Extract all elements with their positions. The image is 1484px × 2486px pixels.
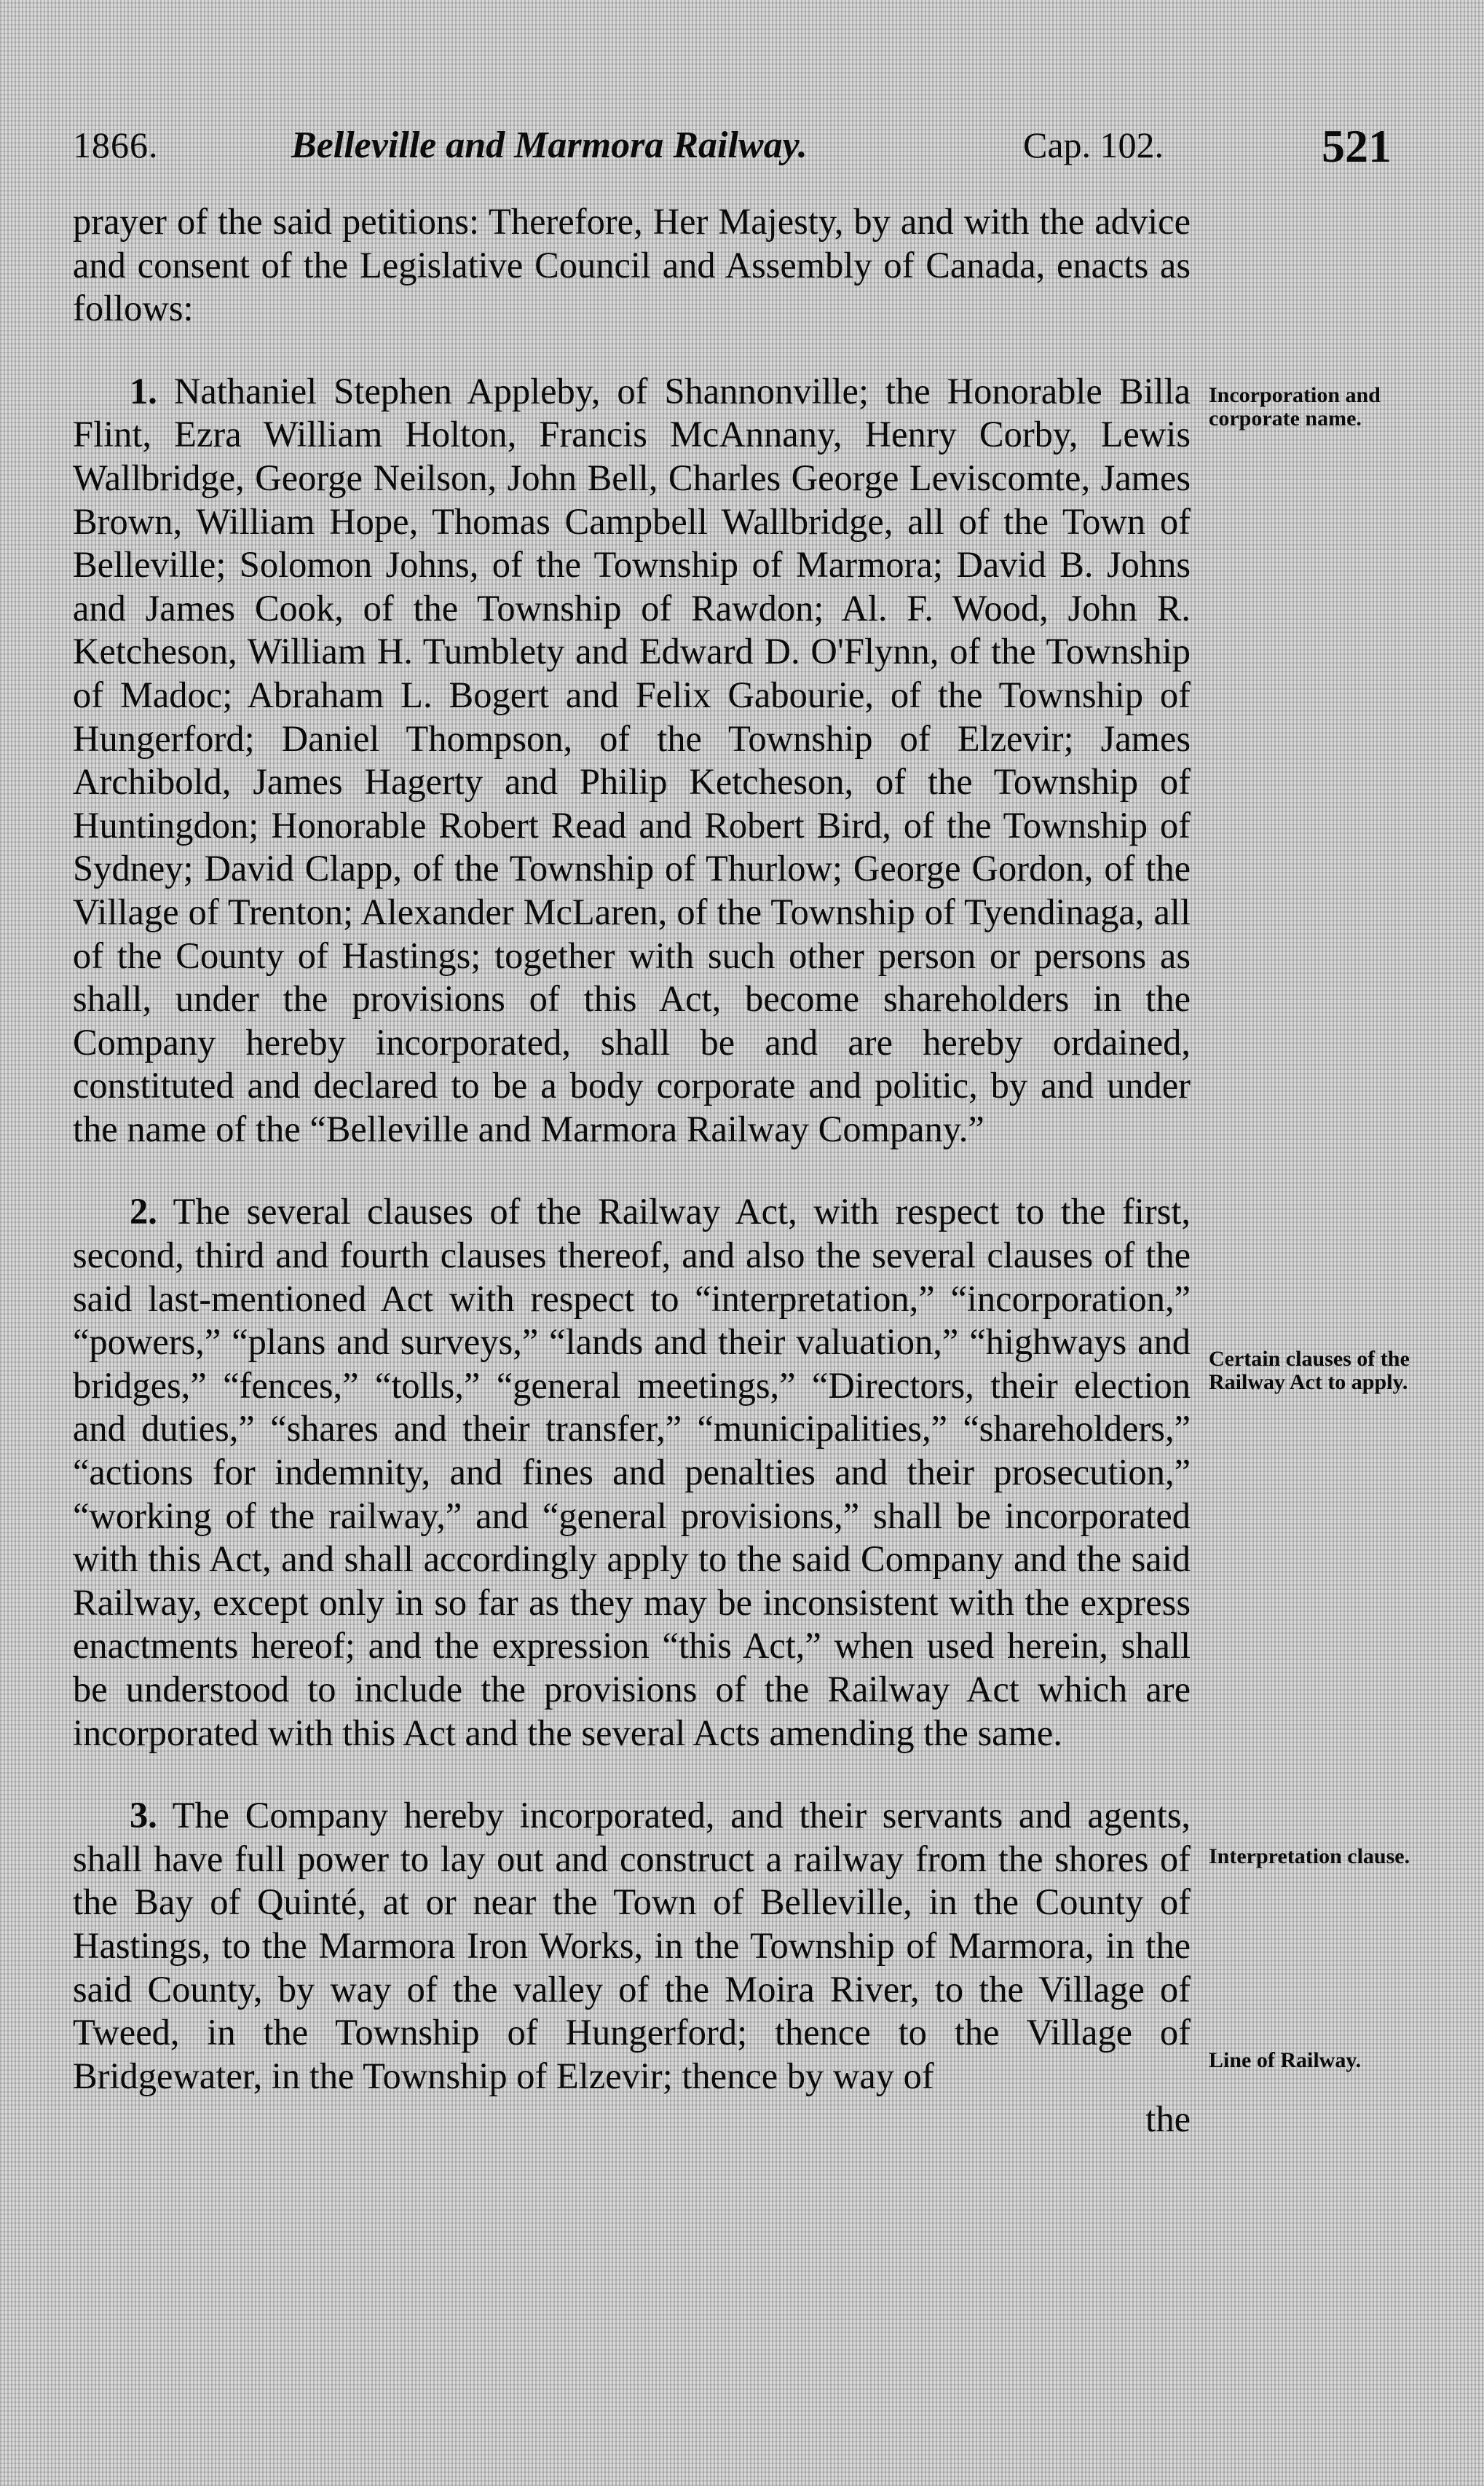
section-2 xyxy=(73,1190,1191,1755)
marginal-note-line-of-railway: Line of Railway. xyxy=(1209,2048,1362,2072)
marginal-note-incorporation: Incorporation and corporate name. xyxy=(1209,383,1381,430)
marginal-note-interpretation: Interpretation clause. xyxy=(1209,1844,1410,1868)
section-1-text: Nathaniel Stephen Appleby, of Shannonville; the Honorable Billa Flint, Ezra William Holton, Francis McAnnany, Henry Corby, Lewis Wallbridge, George Neilson, John Bell, Charles George Leviscomte, James Brown, William Hope, Thomas Campbell Wallbridge, all of the Town of Belleville; Solomon Johns, of the Township of Marmora; David B. Johns and James Cook, of the Township of Rawdon; Al. F. Wood, John R. Ketcheson, William H. Tumblety and Edward D. O'Flynn, of the Township of Madoc; Abraham L. Bogert and Felix Gabourie, of the Township of Hungerford; Daniel Thompson, of the Township of Elzevir; James Archibold, James Hagerty and Philip Ketcheson, of the Township of Huntingdon; Honorable Robert Read and Robert Bird, of the Township of Sydney; David Clapp, of the Township of Thurlow; George Gordon, of the Village of Trenton; Alexander McLaren, of the Township of Tyendinaga, all of the County of Hastings; together with such other person or persons as shall, under the provisions of this Act, become shareholders in the Company hereby incorporated, shall be and are hereby ordained, constituted and declared to be a body corporate and politic, by and under the name of the “Belleville and Marmora Railway Company.” xyxy=(73,370,1191,1149)
running-head-year: 1866. xyxy=(73,125,159,165)
body-text xyxy=(73,200,1191,2141)
running-head-title: Belleville and Marmora Railway. xyxy=(291,125,808,166)
section-3-number: 3. xyxy=(130,1795,157,1836)
catchword: the xyxy=(1145,2098,1191,2140)
running-head-chapter: Cap. 102. xyxy=(1023,125,1164,165)
section-2-number: 2. xyxy=(130,1191,157,1232)
page-number: 521 xyxy=(1322,120,1392,172)
section-1 xyxy=(73,370,1191,1152)
section-3 xyxy=(73,1794,1191,2141)
preamble-end: prayer of the said petitions: Therefore, Her Majesty, by and with the advice and consent of the Legislative Council and Assembly of Canada, enacts as follows: xyxy=(73,201,1191,329)
running-head xyxy=(73,120,1413,175)
marginal-note-railway-act: Certain clauses of the Railway Act to apply. xyxy=(1209,1347,1410,1394)
section-1-number: 1. xyxy=(130,370,157,412)
section-2-text: The several clauses of the Railway Act, with respect to the first, second, third and fourth clauses thereof, and also the several clauses of the said last-mentioned Act with respect to “interpretation,” “incorporation,” “powers,” “plans and surveys,” “lands and their valuation,” “highways and bridges,” “fences,” “tolls,” “general meetings,” “Directors, their election and duties,” “shares and their transfer,” “municipalities,” “shareholders,” “actions for indemnity, and fines and penalties and their prosecution,” “working of the railway,” and “general provisions,” shall be incorporated with this Act, and shall accordingly apply to the said Company and the said Railway, except only in so far as they may be inconsistent with the express enactments hereof; and the expression “this Act,” when used herein, shall be understood to include the provisions of the Railway Act which are incorporated with this Act and the several Acts amending the same. xyxy=(73,1191,1191,1753)
section-3-text: The Company hereby incorporated, and their servants and agents, shall have full power to lay out and construct a railway from the shores of the Bay of Quinté, at or near the Town of Belleville, in the County of Hastings, to the Marmora Iron Works, in the Township of Marmora, in the said County, by way of the valley of the Moira River, to the Village of Tweed, in the Township of Hungerford; thence to the Village of Bridgewater, in the Township of Elzevir; thence by way of xyxy=(73,1795,1191,2096)
